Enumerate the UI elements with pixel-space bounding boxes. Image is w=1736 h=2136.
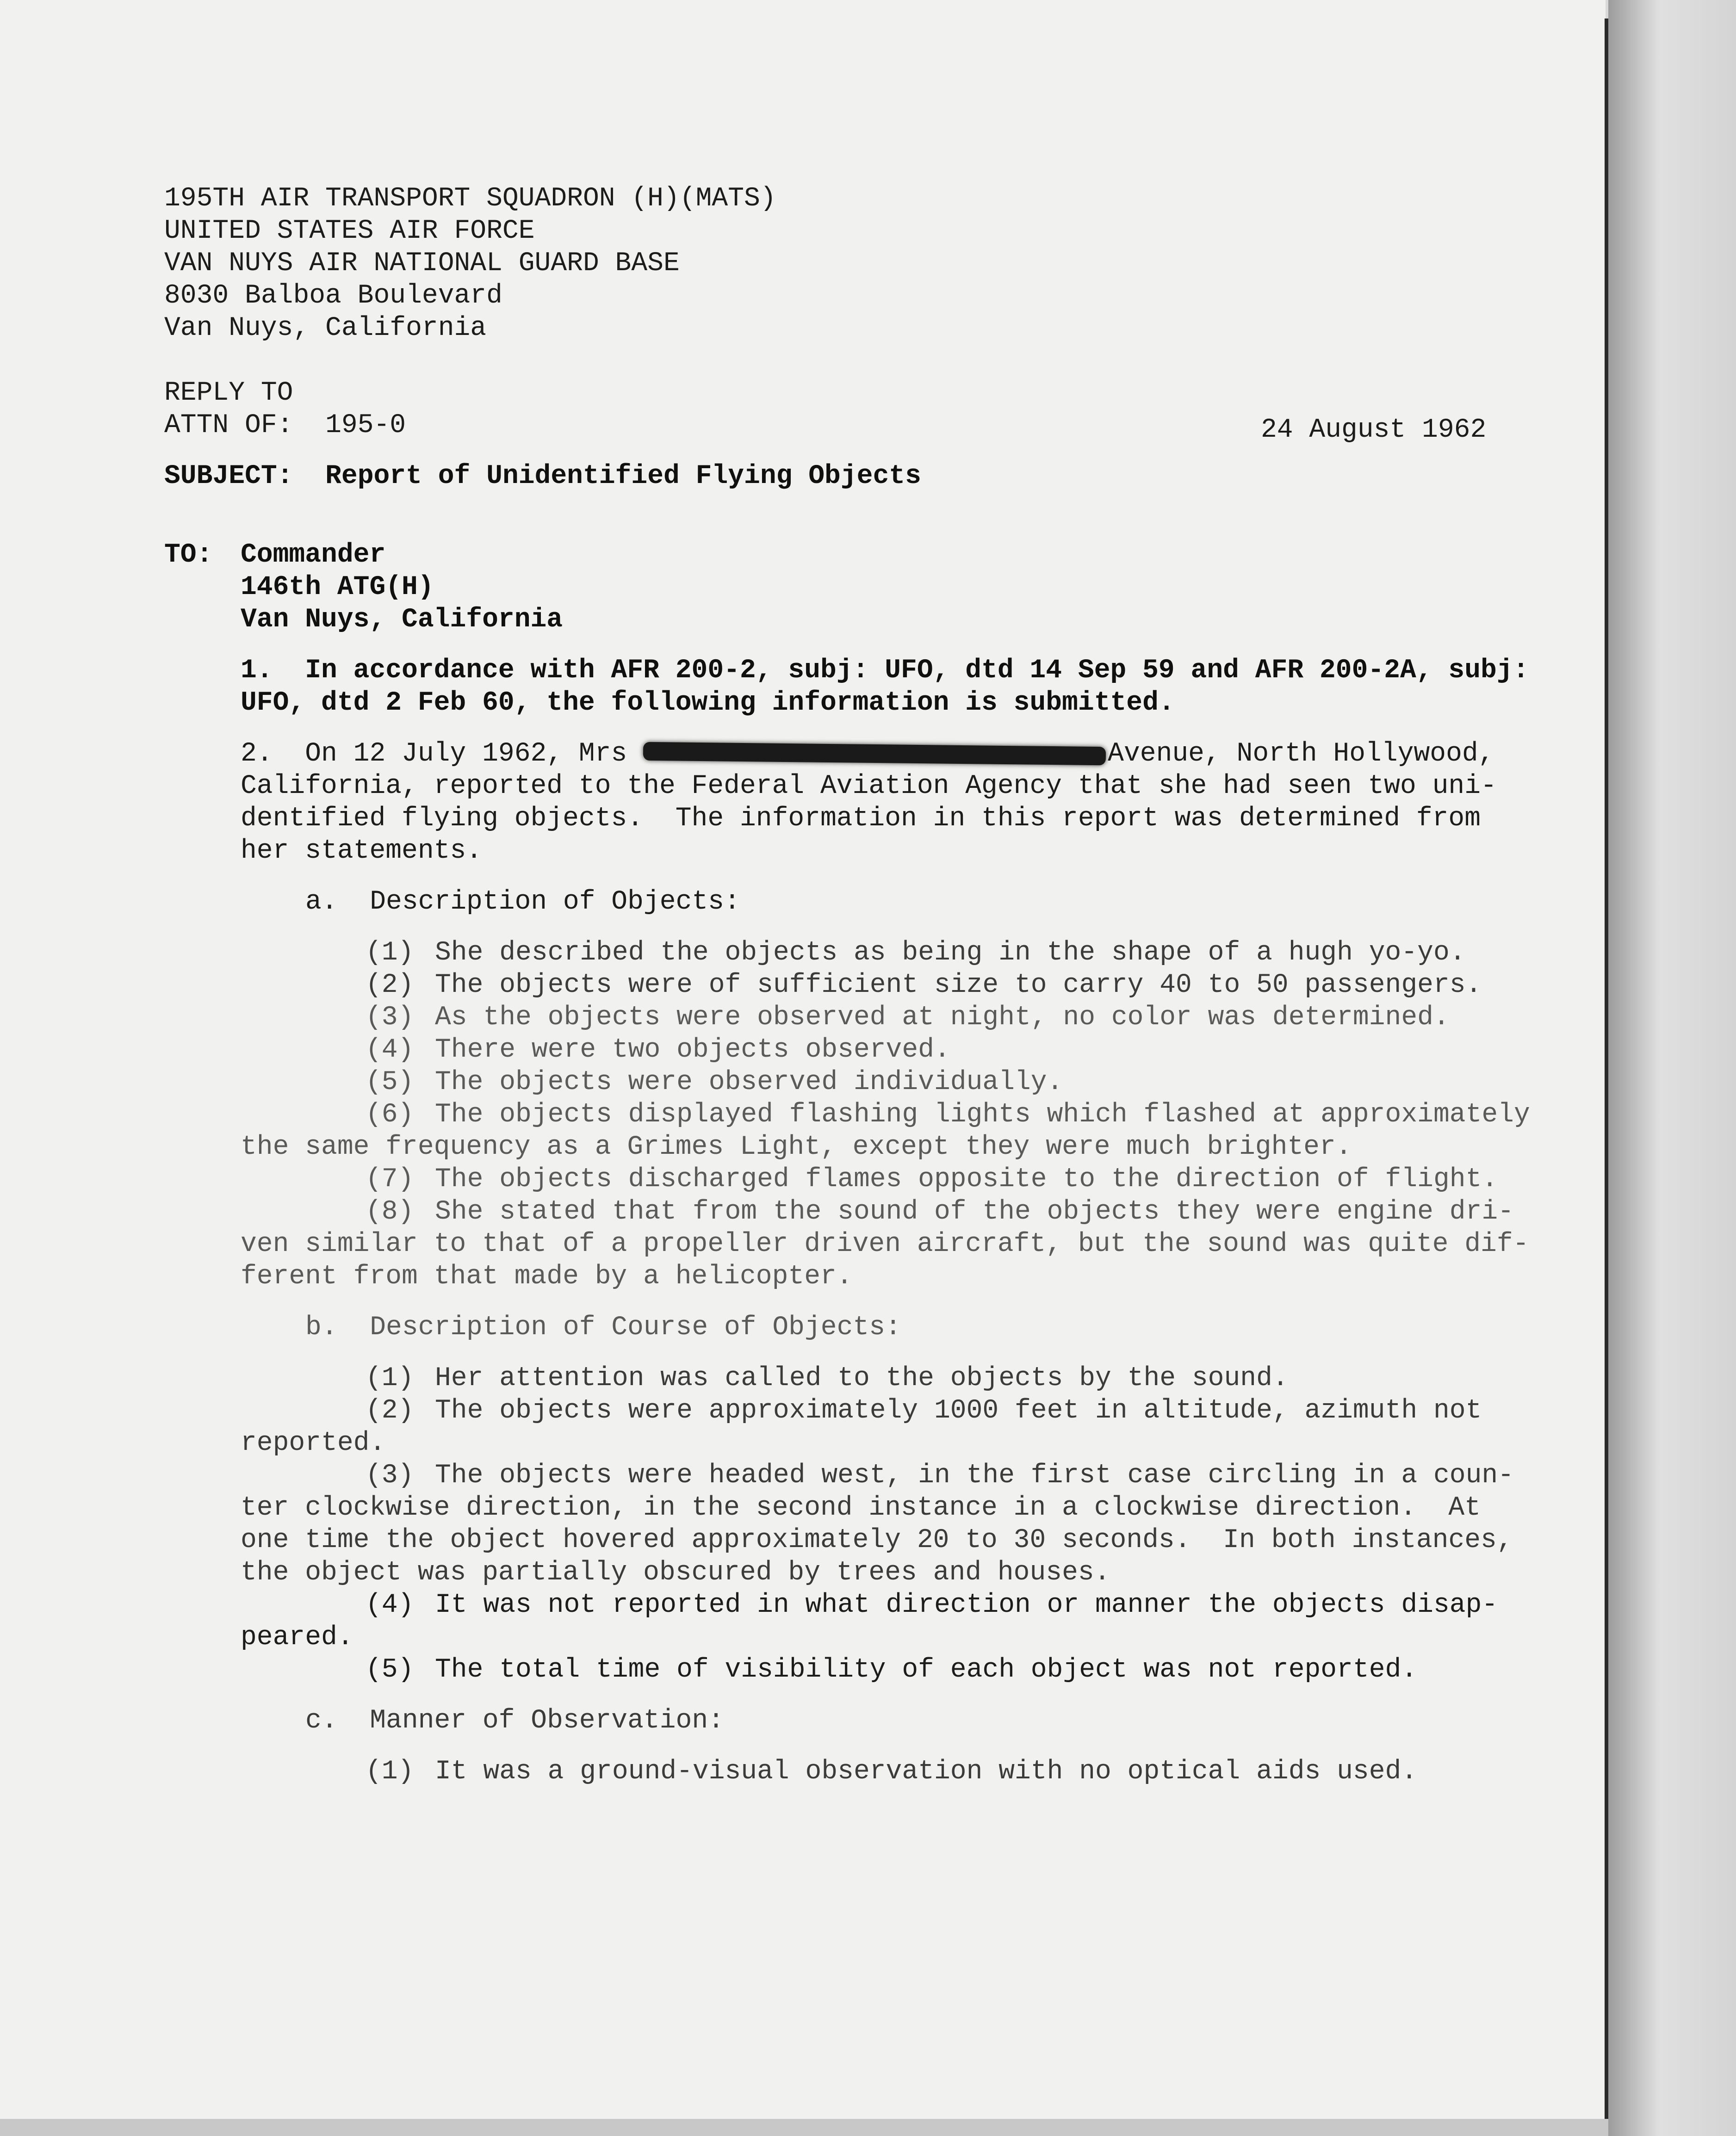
list-item: (2) The objects were approximately 1000 feet in altitude, azimuth not — [366, 1396, 1482, 1426]
list-item: (4) There were two objects observed. — [366, 1035, 950, 1065]
list-item: (1) It was a ground-visual observation with no optical aids used. — [366, 1757, 1418, 1787]
letterhead-service: UNITED STATES AIR FORCE — [164, 216, 535, 246]
attn-of-value: 195-0 — [325, 410, 406, 440]
to-line-3: Van Nuys, California — [241, 605, 563, 635]
letterhead-base: VAN NUYS AIR NATIONAL GUARD BASE — [164, 248, 680, 279]
to-label: TO: — [164, 540, 213, 570]
list-item: (8) She stated that from the sound of the objects they were engine dri- — [366, 1197, 1514, 1227]
redaction-bar — [643, 742, 1106, 765]
page-bottom-edge — [0, 2119, 1608, 2136]
list-item-continuation: reported. — [241, 1428, 386, 1458]
to-recipient: Commander — [241, 540, 386, 570]
paragraph-2-line-2: California, reported to the Federal Aviation Agency that she had seen two uni- — [241, 771, 1497, 801]
list-item-continuation: ferent from that made by a helicopter. — [241, 1262, 853, 1292]
list-item: (2) The objects were of sufficient size to carry 40 to 50 passengers. — [366, 970, 1482, 1000]
list-item-continuation: one time the object hovered approximately 20 to 30 seconds. In both instances, — [241, 1525, 1513, 1555]
reply-to-label: REPLY TO — [164, 378, 293, 408]
paragraph-2 — [164, 738, 1506, 867]
paragraph-2-line-3: dentified flying objects. The information in this report was determined from — [241, 804, 1481, 834]
list-item: (1) She described the objects as being in the shape of a hugh yo-yo. — [366, 938, 1466, 968]
list-item: (7) The objects discharged flames opposite to the direction of flight. — [366, 1164, 1498, 1195]
subject-line — [164, 460, 1506, 493]
to-block — [164, 539, 1506, 636]
section-a — [164, 886, 1530, 1293]
subject-label: SUBJECT: — [164, 461, 293, 491]
paragraph-1 — [164, 655, 1529, 719]
letter-date: 24 August 1962 — [1261, 415, 1487, 445]
list-item: (1) Her attention was called to the objects by the sound. — [366, 1363, 1289, 1393]
list-item-continuation: ter clockwise direction, in the second instance in a clockwise direction. At — [241, 1493, 1481, 1523]
page-edge-shadow — [1608, 0, 1736, 2136]
letter-body — [164, 183, 1530, 1788]
letterhead — [164, 183, 1506, 345]
list-item-continuation: the object was partially obscured by trees and houses. — [241, 1558, 1110, 1588]
list-item-continuation: ven similar to that of a propeller driven aircraft, but the sound was quite dif- — [241, 1229, 1529, 1259]
paragraph-2-line-1: 2. On 12 July 1962, Mrs Avenue, North Hollywood, — [241, 739, 1494, 769]
list-item: (6) The objects displayed flashing lights which flashed at approximately — [366, 1100, 1530, 1130]
paragraph-1-line-2: UFO, dtd 2 Feb 60, the following information is submitted. — [241, 688, 1175, 718]
subject-value: Report of Unidentified Flying Objects — [325, 461, 921, 491]
letterhead-unit: 195TH AIR TRANSPORT SQUADRON (H)(MATS) — [164, 184, 776, 214]
paragraph-2-line-4: her statements. — [241, 836, 483, 866]
list-item: (3) As the objects were observed at night, no color was determined. — [366, 1003, 1450, 1033]
list-item-continuation: the same frequency as a Grimes Light, except they were much brighter. — [241, 1132, 1352, 1162]
section-b — [164, 1312, 1514, 1686]
attn-of-line — [164, 409, 1506, 442]
section-b-heading: b. Description of Course of Objects: — [305, 1313, 901, 1343]
paragraph-1-line-1: 1. In accordance with AFR 200-2, subj: UFO, dtd 14 Sep 59 and AFR 200-2A, subj: — [241, 656, 1529, 686]
attn-of-label: ATTN OF: — [164, 410, 293, 440]
section-c-heading: c. Manner of Observation: — [305, 1706, 724, 1736]
letterhead-street: 8030 Balboa Boulevard — [164, 281, 502, 311]
list-item: (5) The objects were observed individually. — [366, 1067, 1063, 1097]
list-item: (4) It was not reported in what direction or manner the objects disap- — [366, 1590, 1498, 1620]
to-line-1 — [164, 539, 1506, 571]
section-c — [164, 1705, 1506, 1788]
to-line-2: 146th ATG(H) — [241, 572, 434, 602]
section-a-heading: a. Description of Objects: — [305, 887, 740, 917]
page-edge-line — [1605, 19, 1608, 2128]
letterhead-city: Van Nuys, California — [164, 313, 487, 343]
list-item: (3) The objects were headed west, in the first case circling in a coun- — [366, 1461, 1514, 1491]
list-item-continuation: peared. — [241, 1622, 353, 1653]
list-item: (5) The total time of visibility of each object was not reported. — [366, 1655, 1418, 1685]
